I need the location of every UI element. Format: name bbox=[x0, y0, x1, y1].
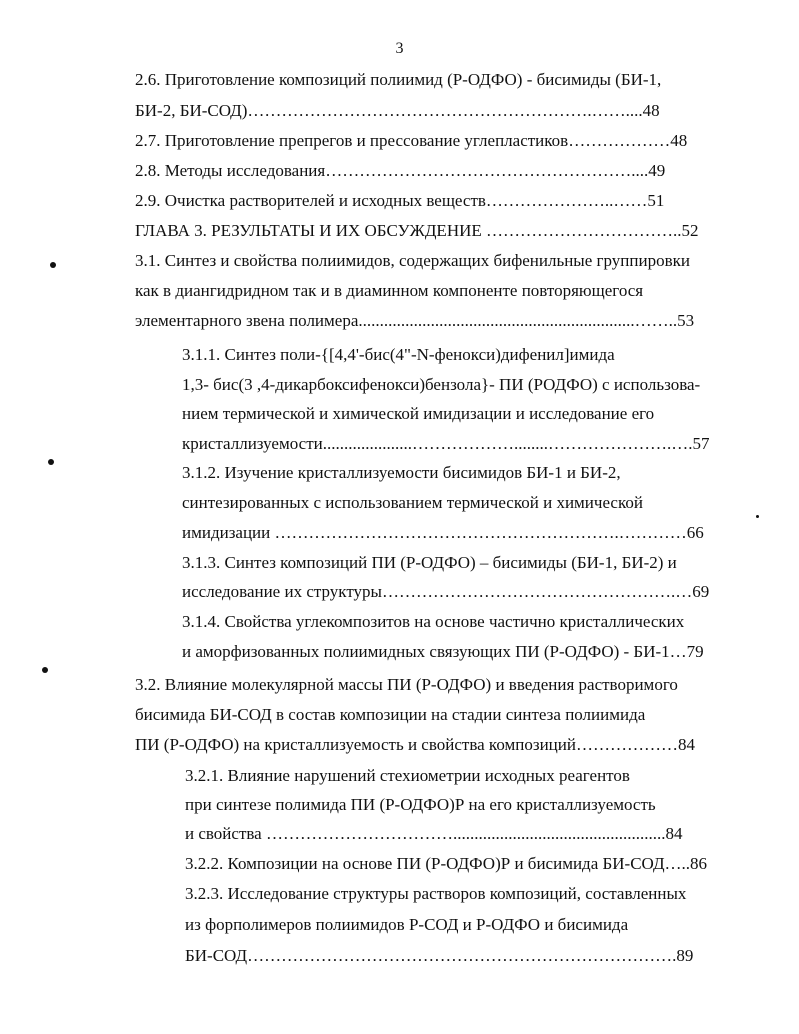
margin-mark bbox=[48, 459, 54, 465]
toc-entry-3-2-1: 3.2.1. Влияние нарушений стехиометрии исходных реагентов bbox=[185, 766, 630, 785]
toc-entry-3-2-3-cont: БИ-СОД………………………………………………………………….89 bbox=[185, 946, 694, 965]
toc-entry-3-2-cont: ПИ (Р-ОДФО) на кристаллизуемость и свойства композиций………………84 bbox=[135, 735, 695, 754]
toc-entry-3-1-1-cont: кристаллизуемости.....................………………........………………….….57 bbox=[182, 434, 710, 453]
page-number: 3 bbox=[395, 40, 404, 57]
toc-chapter-3: ГЛАВА 3. РЕЗУЛЬТАТЫ И ИХ ОБСУЖДЕНИЕ ……………………………..52 bbox=[135, 221, 699, 240]
toc-entry-3-1-cont: как в диангидридном так и в диаминном компоненте повторяющегося bbox=[135, 281, 644, 300]
toc-entry-3-2-3: 3.2.3. Исследование структуры растворов композиций, составленных bbox=[185, 884, 687, 903]
toc-entry-3-1-1-cont: 1,3- бис(3 ,4-дикарбоксифенокси)бензола}- ПИ (РОДФО) с использова- bbox=[182, 375, 701, 394]
toc-entry-2-7: 2.7. Приготовление препрегов и прессование углепластиков………………48 bbox=[135, 131, 688, 150]
toc-entry-3-1-1-cont: нием термической и химической имидизации и исследование его bbox=[182, 404, 655, 423]
toc-entry-3-1-2: 3.1.2. Изучение кристаллизуемости бисимидов БИ-1 и БИ-2, bbox=[182, 463, 621, 482]
toc-entry-2-8: 2.8. Методы исследования………………………………………………....49 bbox=[135, 161, 666, 180]
toc-entry-3-1-cont: элементарного звена полимера.................................................................……..53 bbox=[135, 311, 695, 330]
toc-entry-3-1-2-cont: имидизации …………………………………………………….…………66 bbox=[182, 523, 704, 542]
toc-entry-2-6-cont: БИ-2, БИ-СОД)…………………………………………………….……....48 bbox=[135, 101, 660, 120]
toc-entry-3-1-1: 3.1.1. Синтез поли-{[4,4'-бис(4"-N-фенокси)дифенил]имида bbox=[182, 345, 615, 364]
toc-entry-3-2-1-cont: и свойства ……………………………..................................................84 bbox=[185, 824, 683, 843]
toc-entry-3-1-4: 3.1.4. Свойства углекомпозитов на основе частично кристаллических bbox=[182, 612, 685, 631]
toc-entry-3-2-1-cont: при синтезе полимида ПИ (Р-ОДФО)Р на его кристаллизуемость bbox=[185, 795, 656, 814]
toc-entry-3-1-3: 3.1.3. Синтез композиций ПИ (Р-ОДФО) – бисимиды (БИ-1, БИ-2) и bbox=[182, 553, 677, 572]
margin-mark bbox=[42, 667, 48, 673]
margin-mark bbox=[50, 262, 56, 268]
toc-entry-3-2-cont: бисимида БИ-СОД в состав композиции на стадии синтеза полиимида bbox=[135, 705, 646, 724]
toc-entry-3-1: 3.1. Синтез и свойства полиимидов, содержащих бифенильные группировки bbox=[135, 251, 690, 270]
toc-entry-3-1-4-cont: и аморфизованных полиимидных связующих ПИ (Р-ОДФО) - БИ-1…79 bbox=[182, 642, 704, 661]
margin-mark bbox=[756, 515, 759, 518]
toc-entry-2-6: 2.6. Приготовление композиций полиимид (Р-ОДФО) - бисимиды (БИ-1, bbox=[135, 70, 662, 89]
toc-entry-3-2: 3.2. Влияние молекулярной массы ПИ (Р-ОДФО) и введения растворимого bbox=[135, 675, 678, 694]
toc-entry-3-1-2-cont: синтезированных с использованием термической и химической bbox=[182, 493, 643, 512]
toc-entry-3-2-2: 3.2.2. Композиции на основе ПИ (Р-ОДФО)Р и бисимида БИ-СОД…..86 bbox=[185, 854, 708, 873]
toc-entry-2-9: 2.9. Очистка растворителей и исходных веществ…………………..……51 bbox=[135, 191, 665, 210]
toc-entry-3-1-3-cont: исследование их структуры…………………………………………….…69 bbox=[182, 582, 710, 601]
toc-entry-3-2-3-cont: из форполимеров полиимидов Р-СОД и Р-ОДФО и бисимида bbox=[185, 915, 629, 934]
